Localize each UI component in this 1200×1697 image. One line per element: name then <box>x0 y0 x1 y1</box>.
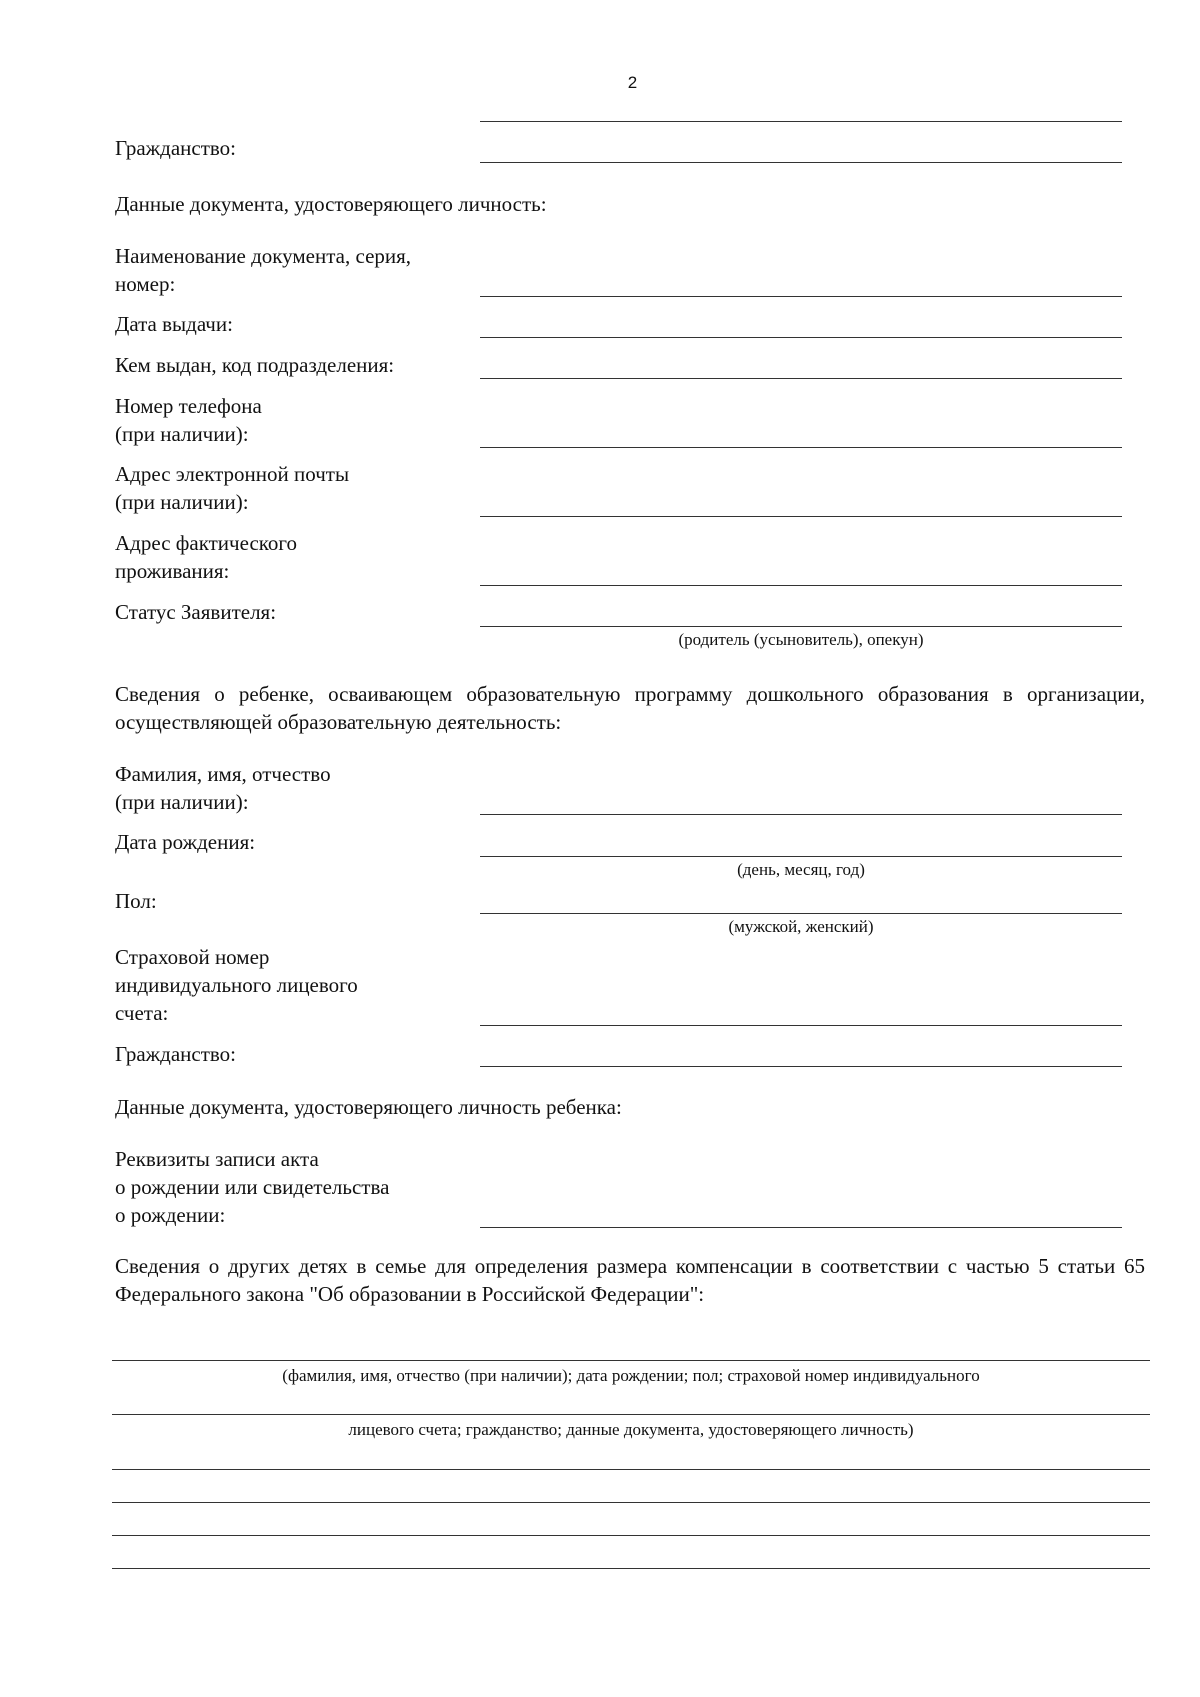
other-children-line-1[interactable] <box>112 1360 1150 1361</box>
phone-label-line1: Номер телефона <box>115 394 262 418</box>
doc-name-label-line2: номер: <box>115 272 176 296</box>
sex-field[interactable] <box>480 913 1122 914</box>
field-line-top[interactable] <box>480 121 1122 122</box>
birth-date-hint: (день, месяц, год) <box>737 860 865 879</box>
birth-record-label-line1: Реквизиты записи акта <box>115 1147 319 1171</box>
phone-field[interactable] <box>480 447 1122 448</box>
page-number: 2 <box>627 73 638 92</box>
child-name-label-line1: Фамилия, имя, отчество <box>115 762 331 786</box>
child-citizenship-label: Гражданство: <box>115 1042 236 1066</box>
other-children-line-3[interactable] <box>112 1469 1150 1470</box>
status-hint: (родитель (усыновитель), опекун) <box>678 630 924 649</box>
other-children-hint-2: лицевого счета; гражданство; данные документа, удостоверяющего личность) <box>348 1420 914 1439</box>
citizenship-field[interactable] <box>480 162 1122 163</box>
email-field[interactable] <box>480 516 1122 517</box>
child-name-label-line2: (при наличии): <box>115 790 249 814</box>
other-children-line-2[interactable] <box>112 1414 1150 1415</box>
other-children-line-4[interactable] <box>112 1502 1150 1503</box>
issued-by-label: Кем выдан, код подразделения: <box>115 353 395 377</box>
other-children-heading: Сведения о других детях в семье для определения размера компенсации в соответствии с частью 5 статьи 65 Федерального закона "Об образовании в Российской Федерации": <box>115 1254 1145 1306</box>
snils-label-line1: Страховой номер <box>115 945 270 969</box>
email-label-line2: (при наличии): <box>115 490 249 514</box>
id-doc-heading: Данные документа, удостоверяющего личность: <box>115 192 547 216</box>
birth-date-field[interactable] <box>480 856 1122 857</box>
other-children-line-6[interactable] <box>112 1568 1150 1569</box>
issued-by-field[interactable] <box>480 378 1122 379</box>
child-citizenship-field[interactable] <box>480 1066 1122 1067</box>
birth-record-label-line2: о рождении или свидетельства <box>115 1175 390 1199</box>
doc-name-label-line1: Наименование документа, серия, <box>115 244 412 268</box>
sex-label: Пол: <box>115 889 157 913</box>
address-label-line1: Адрес фактического <box>115 531 297 555</box>
email-label-line1: Адрес электронной почты <box>115 462 350 486</box>
issue-date-label: Дата выдачи: <box>115 312 233 336</box>
birth-date-label: Дата рождения: <box>115 830 256 854</box>
doc-name-field[interactable] <box>480 296 1122 297</box>
other-children-hint-1: (фамилия, имя, отчество (при наличии); дата рождении; пол; страховой номер индивидуального <box>282 1366 980 1385</box>
address-label-line2: проживания: <box>115 559 230 583</box>
address-field[interactable] <box>480 585 1122 586</box>
snils-label-line3: счета: <box>115 1001 169 1025</box>
status-field[interactable] <box>480 626 1122 627</box>
birth-record-field[interactable] <box>480 1227 1122 1228</box>
snils-label-line2: индивидуального лицевого <box>115 973 358 997</box>
other-children-line-5[interactable] <box>112 1535 1150 1536</box>
child-heading: Сведения о ребенке, осваивающем образовательную программу дошкольного образования в организации, осуществляющей образовательную деятельность: <box>115 682 1145 734</box>
issue-date-field[interactable] <box>480 337 1122 338</box>
phone-label-line2: (при наличии): <box>115 422 249 446</box>
citizenship-label: Гражданство: <box>115 136 236 160</box>
sex-hint: (мужской, женский) <box>728 917 874 936</box>
snils-field[interactable] <box>480 1025 1122 1026</box>
child-name-field[interactable] <box>480 814 1122 815</box>
status-label: Статус Заявителя: <box>115 600 277 624</box>
child-id-doc-heading: Данные документа, удостоверяющего личность ребенка: <box>115 1095 622 1119</box>
birth-record-label-line3: о рождении: <box>115 1203 226 1227</box>
